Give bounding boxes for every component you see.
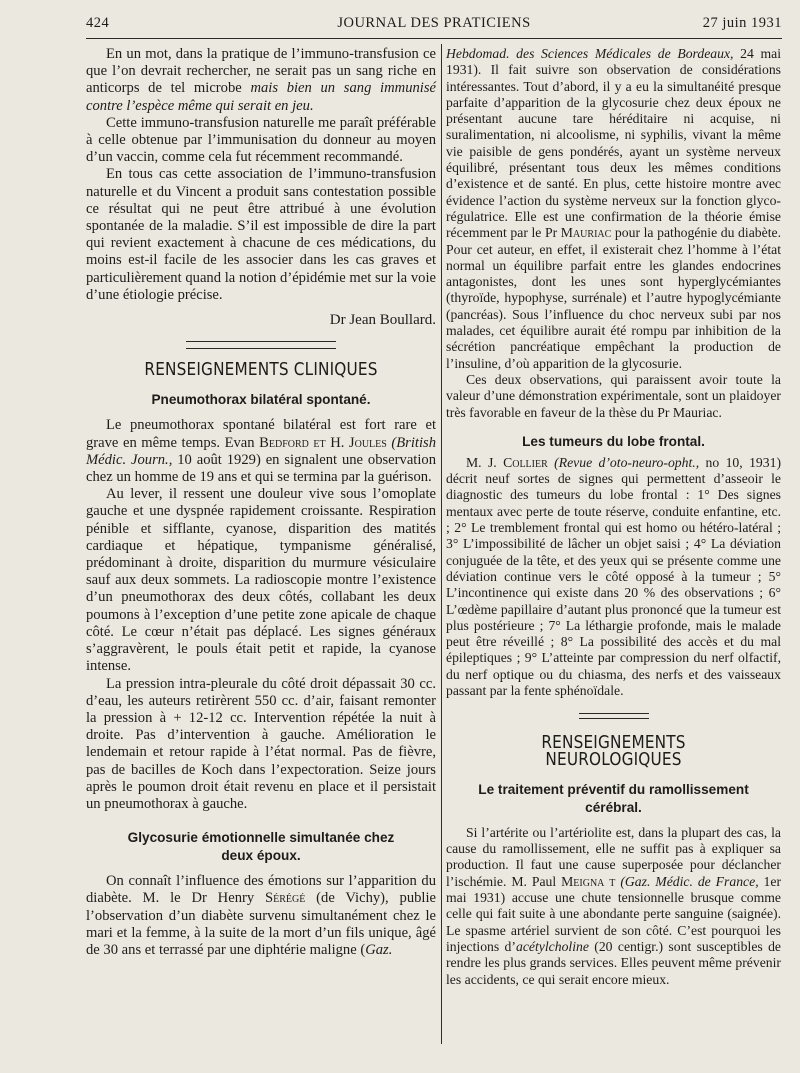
author-name: Collier [503, 454, 548, 470]
section-title-neuro: RENSEIGNEMENTS NEUROLOGIQUES [541, 732, 686, 770]
article-title-ramollissement: Le traitement préventif du ramollissement cérébral. [478, 781, 749, 815]
article-title-pneumothorax: Pneumothorax bilatéral spontané. [151, 392, 371, 408]
paragraph-text: 24 mai 1931). Il fait suivre son observation de considérations intéressantes. Tout d’abord, il y a eu la simultanéité presque parfaite d’apparition de la glycosurie chez deux époux ne présentant aucune tare héréditaire ni acquise, ni suralimentation, ni alcoolisme, ni syphilis, vivant la même vie paisible de gens pondérés, ayant un système nerveux équilibré, présentant tous deux les mêmes conditions d’existence et de santé. En plus, cette histoire montre avec évidence l’action du système nerveux sur la fonction glyco-régulatrice. Elle est une confirmation de la théorie émise récemment par le Pr [446, 46, 782, 241]
paragraph-text: En un mot, dans la pratique de l’immuno-transfusion ce que l’on devrait rechercher, ne serait pas un sang riche en anticorps de tel microbe [86, 46, 436, 97]
journal-reference: Gaz. [365, 941, 393, 958]
paragraph-text: 10 août 1929) en signalent une observation chez un homme de 19 ans et qui se termina par la guérison. [86, 451, 436, 486]
author-signature: Dr Jean Boullard. [329, 312, 436, 329]
left-column [86, 46, 436, 959]
journal-reference: (Gaz. Médic. de France, [620, 873, 759, 889]
paragraph: Ces deux observations, qui paraissent avoir toute la valeur d’une démonstration expérimentale, sont un plaidoyer très favorable en faveur de la thèse du Pr Mauriac. [446, 371, 781, 420]
journal-reference: Hebdomad. des Sciences Médicales de Bordeaux, [446, 46, 734, 61]
paragraph-text: pour la pathogénie du diabète. Pour cet auteur, en effet, il existerait chez l’homme à l’état normal un équilibre parfait entre les glandes endocrines antagonistes, dont les unes sont hyperglycémiantes (thyroïde, hypophyse, surrénale) et l’autre hypoglycémiante (pancréas). Sous l’influence du choc nerveux subi par nos malades, cet équilibre aurait été rompu par inhibition de la sécrétion pancréatique empêchant la production de l’insuline, d’où apparition de la glycosurie. [446, 225, 781, 371]
paragraph: Cette immuno-transfusion naturelle me paraît préférable à celle obtenue par l’immunisation du donneur au moyen d’un vaccin, comme cela fut récemment recommandé. [86, 114, 436, 166]
paragraph [86, 417, 436, 486]
paragraph [446, 455, 781, 699]
paragraph: En tous cas cette association de l’immuno-transfusion naturelle et du Vincent a produit sans contestation possible ce résultat qui ne peut être attribué à une évolution spontanée de la maladie. S’il est impossible de dire la part qui revient exactement à chacune de ces médications, du moins est-il facile de les associer dans les cas graves et particulièrement quand la notion d’épidémie met sur la voie d’une étiologie précise. [86, 166, 436, 303]
paragraph-text: (de Vichy), publie l’observation d’un diabète survenu simultanément chez le mari et la femme, à la suite de la mort d’un fils unique, âgé de 30 ans et terrassé par une diphtérie maligne ( [86, 890, 436, 958]
paragraph-text: no 10, 1931) décrit neuf sortes de signes qui permettent d’asseoir le diagnostic des tumeurs du lobe frontal : 1° Des signes mentaux avec perte de toute réserve, conduite enfantine, etc. ; 2° Le tremblement frontal qui est homo ou hétéro-latéral ; 3° L’impossibilité de lâcher un objet saisi ; 4° La déviation conjuguée de la tête, et des yeux qui se présente comme une déviation continue vers le côté opposé à la tumeur ; 5° L’incontinence qui existe dans 20 % des observations ; 6° L’œdème papillaire d’autant plus prononcé que la tumeur est plus postérieure ; 7° La léthargie profonde, mais le malade peut être réveillé ; 8° La possibilité des accès et du mal épileptiques ; 9° L’atteinte par compression du nerf olfactif, du nerf optique ou du chiasma, des nerfs et des vaisseaux passant par la fente sphénoïdale. [446, 454, 781, 698]
paragraph-text: Si l’artérite ou l’artériolite est, dans la plupart des cas, la cause du ramollissement, elle ne suffit pas à expliquer sa production. Il faut une cause superposée pour déclancher l’ischémie. M. Paul [446, 824, 781, 889]
paragraph [446, 46, 781, 372]
paragraph [86, 873, 436, 959]
journal-reference: (Revue d’oto-neuro-opht., [554, 454, 700, 470]
article-title-glycosurie: Glycosurie émotionnelle simultanée chez deux époux. [127, 830, 395, 864]
article-divider [579, 713, 649, 719]
article-title-tumeurs: Les tumeurs du lobe frontal. [522, 433, 705, 449]
section-title-clinical: RENSEIGNEMENTS CLINIQUES [144, 359, 378, 381]
paragraph-text: 1er mai 1931) accuse une chute tensionnelle brusque comme celle qui fait suite à une abondante perte sanguine (saignée). Le spasme artériel survient de son côté. C’est pourquoi les injections d’ [446, 873, 782, 954]
column-rule [441, 44, 442, 1044]
page-header [86, 12, 782, 39]
section-divider [186, 341, 336, 349]
drug-name: acétylcholine [515, 938, 589, 954]
author-name: Mauriac [560, 225, 612, 241]
page-number: 424 [86, 15, 110, 31]
journal-reference: (British Médic. Journ., [86, 434, 436, 468]
paragraph [446, 825, 781, 988]
issue-date: 27 juin 1931 [702, 15, 782, 31]
paragraph [86, 46, 436, 115]
paragraph-text: On connaît l’influence des émotions sur l’apparition du diabète. M. le Dr Henry [86, 873, 436, 907]
paragraph-text: M. J. [466, 454, 504, 470]
paragraph-text: (20 centigr.) sont susceptibles de rendre les plus grands services. Elles peuvent même prévenir les accidents, ce qui serait encore mieux. [446, 938, 781, 987]
author-names: Bedford et H. Joules [259, 434, 387, 451]
paragraph: La pression intra-pleurale du côté droit dépassait 30 cc. d’eau, les auteurs retirèrent 550 cc. d’air, faisant remonter la pression à + 12-12 cc. Intervention répétée la nuit à droite. Pas d’intervention à gauche. Amélioration le lendemain et retour rapide à l’état normal. Pas de fièvre, pas de bacilles de Koch dans l’expectoration. Seize jours après le poumon droit était revenu en place et il persistait un pneumothorax à gauche. [86, 675, 436, 812]
author-name: Meigna t [561, 873, 616, 889]
italic-text: mais bien un sang immunisé contre l’espèce même qui serait en jeu. [86, 80, 436, 114]
journal-title: JOURNAL DES PRATICIENS [337, 15, 531, 31]
paragraph: Au lever, il ressent une douleur vive sous l’omoplate gauche et une dyspnée rapidement croissante. Respiration pénible et sifflante, cyanose, disparition des matités cardiaque et hépatique, tympanisme généralisé, prédominant à droite, disparition du murmure vésiculaire sauf aux deux sommets. La radioscopie montre l’existence d’un pneumothorax des deux côtés, collabant les deux poumons à l’exception d’une petite zone apicale de chaque côté. Le cœur n’était pas déplacé. Les signes généraux s’aggravèrent, le pouls était petit et rapide, la cyanose intense. [86, 486, 436, 675]
paragraph-text: Le pneumothorax spontané bilatéral est fort rare et grave en même temps. Evan [86, 417, 436, 451]
author-name: Sérégé [265, 890, 306, 907]
right-column [446, 46, 781, 988]
